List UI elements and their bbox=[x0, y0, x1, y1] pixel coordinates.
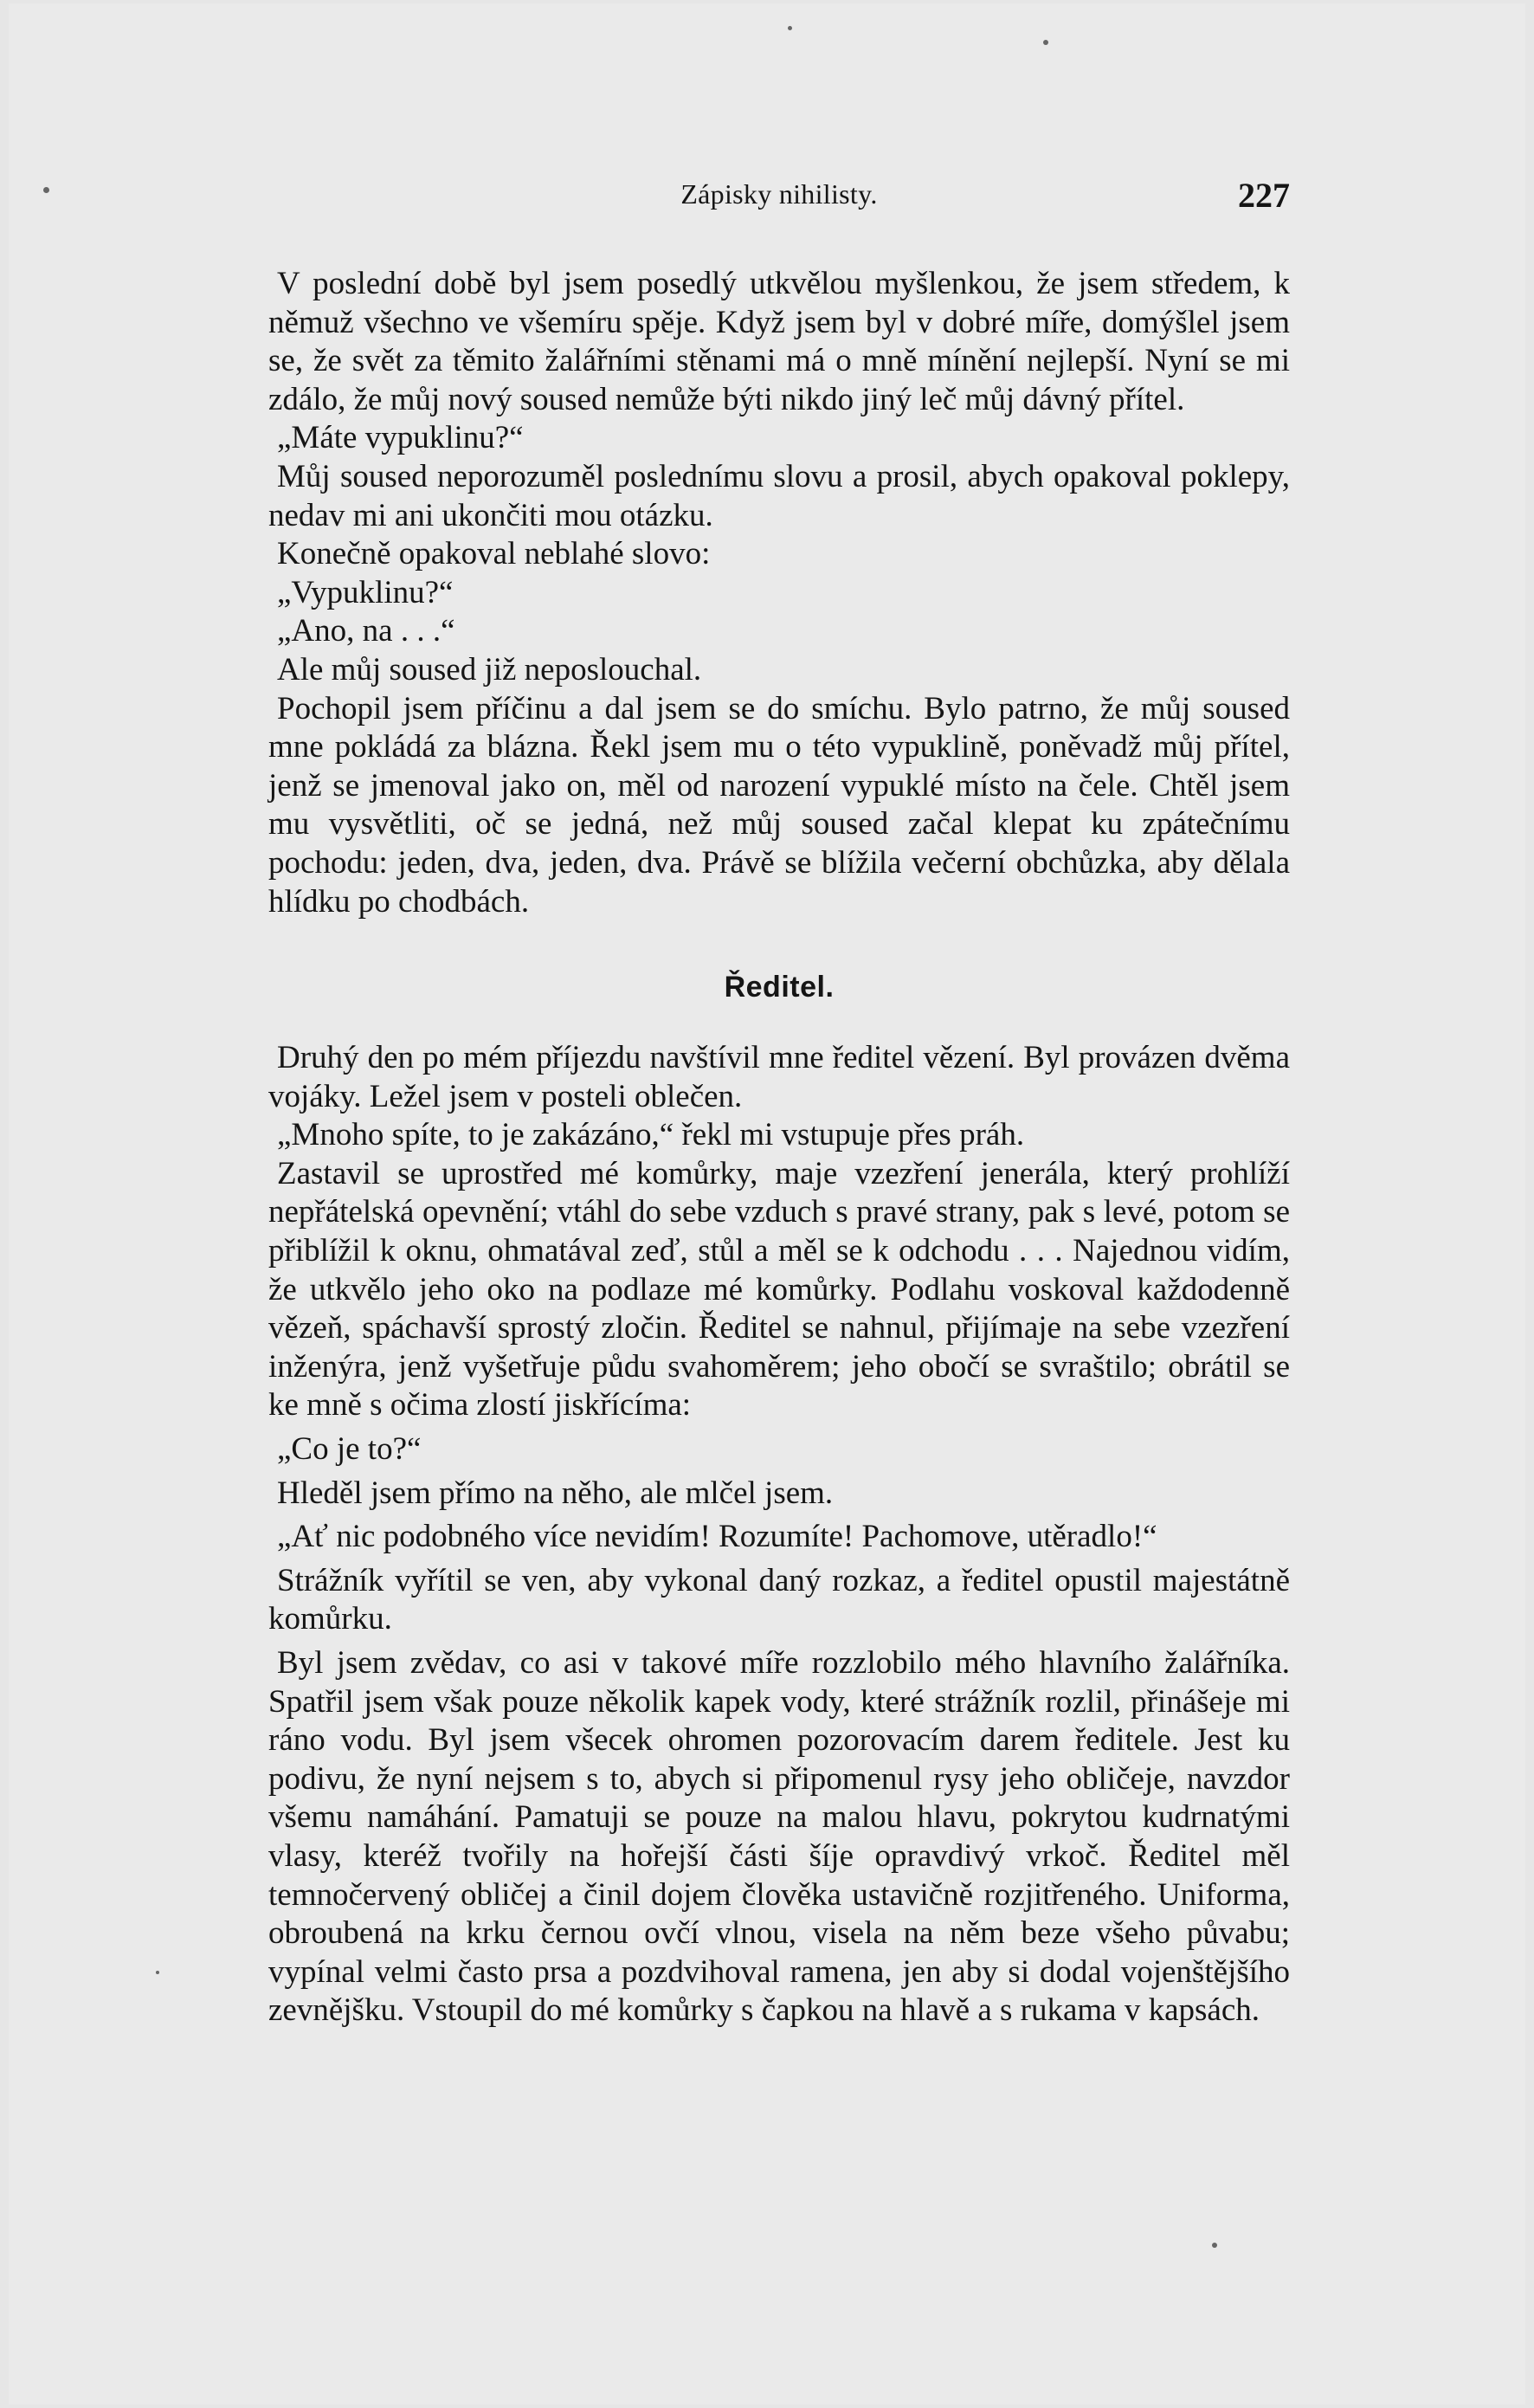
book-page bbox=[9, 3, 1525, 2405]
paragraph: „Co je to?“ bbox=[277, 1431, 422, 1468]
print-speck bbox=[1212, 2243, 1217, 2248]
paragraph: „Máte vypuklinu?“ bbox=[277, 420, 524, 456]
body-text bbox=[268, 265, 1290, 2030]
paragraph: „Ať nic podobného více nevidím! Rozumíte! Pachomove, utěradlo!“ bbox=[277, 1519, 1157, 1555]
paragraph: Zastavil se uprostřed mé komůrky, maje vzezření jenerála, který prohlíží nepřátelská opevnění; vtáhl do sebe vzduch s pravé strany, pak s levé, potom se přiblížil k oknu, ohmatával zeď, stůl a měl se k odchodu . . . Najednou vidím, že utkvělo jeho oko na podlaze mé komůrky. Podlahu voskoval každodenně vězeň, spáchavší sprostý zločin. Ředitel se nahnul, přijímaje na sebe vzezření inženýra, jenž vyšetřuje půdu svahoměrem; jeho obočí se svraštilo; obrátil se ke mně s očima zlostí jiskřícíma: bbox=[268, 1155, 1290, 1423]
running-title: Zápisky nihilisty. bbox=[680, 178, 878, 210]
print-speck bbox=[156, 1971, 159, 1974]
paragraph: Můj soused neporozuměl poslednímu slovu a prosil, abych opakoval poklepy, nedav mi ani ukončiti mou otázku. bbox=[268, 458, 1290, 533]
paragraph: Druhý den po mém příjezdu navštívil mne ředitel vězení. Byl provázen dvěma vojáky. Ležel jsem v posteli oblečen. bbox=[268, 1040, 1290, 1114]
print-speck bbox=[788, 26, 792, 30]
paragraph: „Vypuklinu?“ bbox=[277, 574, 454, 610]
page-number: 227 bbox=[1238, 176, 1290, 215]
print-speck bbox=[43, 187, 49, 193]
paragraph: V poslední době byl jsem posedlý utkvělou myšlenkou, že jsem středem, k němuž všechno ve všemíru spěje. Když jsem byl v dobré míře, domýšlel jsem se, že svět za těmito žalářními stěnami má o mně mínění nejlepší. Nyní se mi zdálo, že můj nový soused nemůže býti nikdo jiný leč můj dávný přítel. bbox=[268, 266, 1290, 417]
paragraph: Ale můj soused již neposlouchal. bbox=[277, 651, 702, 688]
section-heading: Ředitel. bbox=[724, 971, 835, 1004]
paragraph: Hleděl jsem přímo na něho, ale mlčel jsem. bbox=[277, 1475, 834, 1511]
paragraph: „Ano, na . . .“ bbox=[277, 613, 455, 649]
running-header bbox=[268, 178, 1290, 222]
paragraph: Konečně opakoval neblahé slovo: bbox=[277, 536, 711, 572]
print-speck bbox=[1043, 40, 1048, 45]
paragraph: Strážník vyřítil se ven, aby vykonal daný rozkaz, a ředitel opustil majestátně komůrku. bbox=[268, 1562, 1290, 1637]
paragraph: Byl jsem zvědav, co asi v takové míře rozzlobilo mého hlavního žalářníka. Spatřil jsem však pouze několik kapek vody, které strážník rozlil, přinášeje mi ráno vodu. Byl jsem všecek ohromen pozorovacím darem ředitele. Jest ku podivu, že nyní nejsem s to, abych si připomenul rysy jeho obličeje, navzdor všemu namáhání. Pamatuji se pouze na malou hlavu, pokrytou kudrnatými vlasy, kteréž tvořily na hořejší části šíje opravdivý vrkoč. Ředitel měl temnočervený obličej a činil dojem člověka ustavičně rozjitřeného. Uniforma, obroubená na krku černou ovčí vlnou, visela na něm beze všeho půvabu; vypínal velmi často prsa a pozdvihoval ramena, jen aby si dodal vojenštějšího zevnějšku. Vstoupil do mé komůrky s čapkou na hlavě a s rukama v kapsách. bbox=[268, 1645, 1290, 2029]
paragraph: „Mnoho spíte, to je zakázáno,“ řekl mi vstupuje přes práh. bbox=[277, 1117, 1025, 1153]
paragraph: Pochopil jsem příčinu a dal jsem se do smíchu. Bylo patrno, že můj soused mne pokládá za blázna. Řekl jsem mu o této vypuklině, poněvadž můj přítel, jenž se jmenoval jako on, měl od narození vypuklé místo na čele. Chtěl jsem mu vysvětliti, oč se jedná, než můj soused začal klepat ku zpátečnímu pochodu: jeden, dva, jeden, dva. Právě se blížila večerní obchůzka, aby dělala hlídku po chodbách. bbox=[268, 690, 1290, 920]
